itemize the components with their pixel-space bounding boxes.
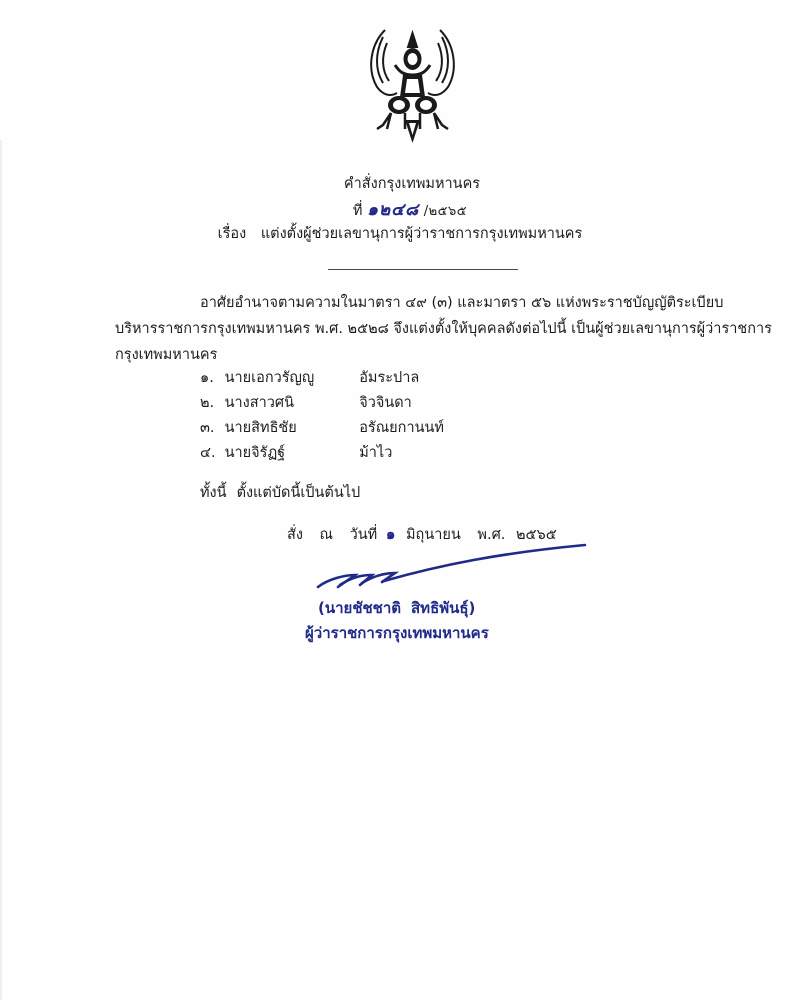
page-edge-shadow: [0, 140, 3, 1000]
signature-icon: [300, 535, 600, 595]
appointee-row: [200, 441, 444, 466]
appointee-row: [200, 391, 444, 416]
signer-name: [318, 596, 475, 620]
header-divider: [328, 269, 518, 270]
date-day: ๑: [385, 525, 396, 543]
subject-text: แต่งตั้งผู้ช่วยเลขานุการผู้ว่าราชการกรุงเทพมหานคร: [260, 226, 583, 242]
appointee-first-name: นายสิทธิชัย: [224, 420, 297, 436]
effective-statement: [200, 481, 360, 504]
signer-name-close: สิทธิพันธุ์): [411, 599, 476, 617]
appointee-last-name: อรัณยกานนท์: [359, 420, 444, 436]
date-ordered: สั่ง: [287, 527, 303, 543]
date-era: พ.ศ.: [477, 527, 506, 543]
signer-title: ผู้ว่าราชการกรุงเทพมหานคร: [305, 624, 489, 642]
appointee-first-name: นายเอกวรัญญู: [224, 370, 315, 386]
appointee-first-name: นางสาวศนิ: [224, 395, 294, 411]
appointee-index: ๑.: [200, 370, 214, 386]
order-number: [10, 196, 800, 223]
appointee-row: [200, 366, 444, 391]
appointee-index: ๓.: [200, 420, 215, 436]
appointee-first-name: นายจิรัฏฐ์: [224, 445, 286, 461]
body-line-1: อาศัยอำนาจตามความในมาตรา ๔๙ (๓) และมาตรา ๕๖ แห่งพระราชบัญญัติระเบียบ: [200, 295, 724, 311]
appointee-index: ๒.: [200, 395, 215, 411]
effective-part-1: ทั้งนี้: [200, 485, 227, 501]
appointee-list: [200, 366, 444, 466]
order-number-year: /๒๕๖๕: [423, 204, 468, 219]
garuda-emblem-icon: [365, 25, 460, 145]
appointee-last-name: ม้าไว: [359, 445, 393, 461]
order-number-handwritten: ๑๒๔๘: [367, 200, 420, 220]
appointee-row: [200, 416, 444, 441]
body-line-3: กรุงเทพมหานคร: [115, 347, 218, 363]
appointee-last-name: อัมระปาล: [359, 370, 420, 386]
subject-label: เรื่อง: [217, 226, 247, 242]
order-number-prefix: ที่: [352, 203, 363, 219]
order-title: คำสั่งกรุงเทพมหานคร: [343, 176, 481, 192]
body-line-2: บริหารราชการกรุงเทพมหานคร พ.ศ. ๒๕๒๘ จึงแต่งตั้งให้บุคคลดังต่อไปนี้ เป็นผู้ช่วยเลขานุการผู้ว่าราชการ: [115, 321, 772, 337]
effective-part-2: ตั้งแต่บัดนี้เป็นต้นไป: [236, 485, 361, 501]
subject-line: [0, 222, 800, 245]
date-day-label: วันที่: [349, 527, 378, 543]
body-paragraph: [115, 290, 772, 368]
appointee-last-name: จิวจินดา: [359, 395, 412, 411]
date-year: ๒๕๖๕: [516, 527, 557, 543]
date-month: มิถุนายน: [405, 527, 461, 543]
signer-name-open: (นายชัชชาติ: [318, 599, 402, 617]
date-at: ณ: [319, 527, 333, 543]
appointee-index: ๔.: [200, 445, 216, 461]
